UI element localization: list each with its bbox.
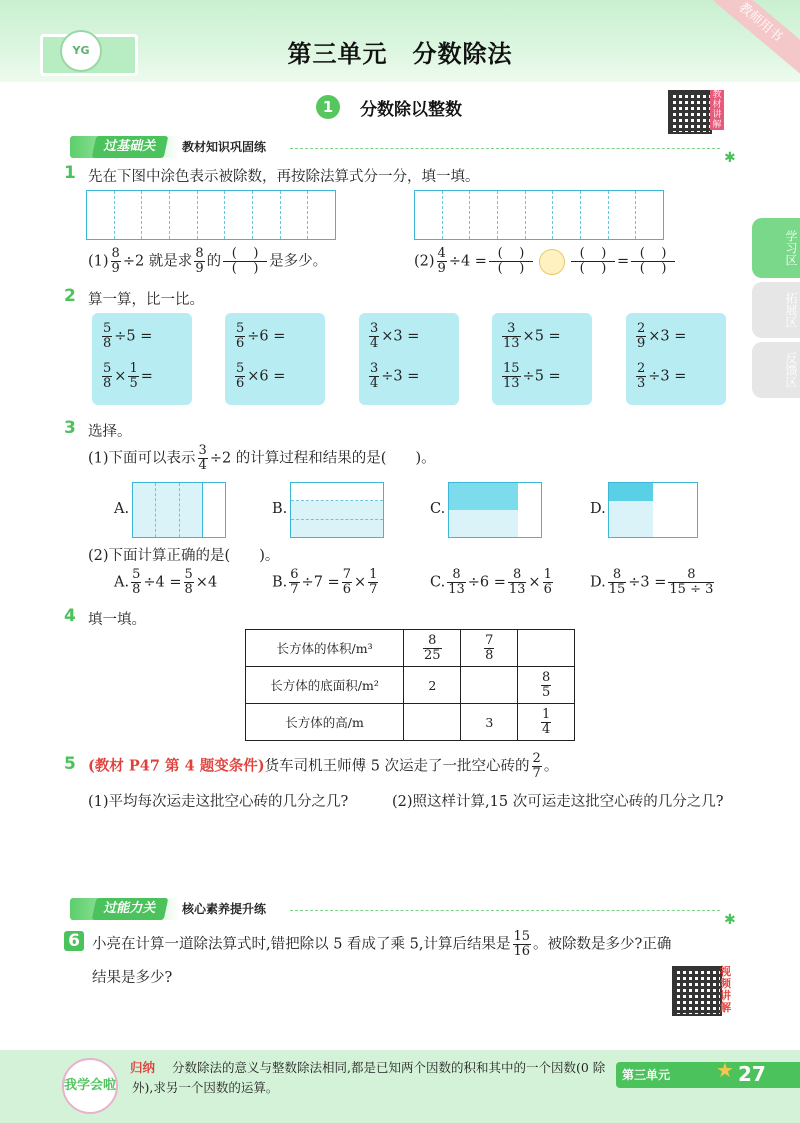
calc-line: $\frac{5}{8}$ × $\frac{1}{5}$ = [103, 361, 153, 391]
question-number: 3 [64, 418, 76, 438]
qr-code-icon[interactable] [668, 90, 712, 134]
star-icon: ✱ [724, 150, 736, 166]
calc-option-b[interactable]: B. $\frac{6}{7}$ ÷7 = $\frac{7}{6}$ × $\frac{1}{7}$ [272, 567, 378, 597]
question-text: 选择。 [88, 424, 132, 440]
option-figure-b[interactable] [290, 482, 384, 538]
star-icon: ★ [716, 1058, 734, 1082]
option-label-c[interactable]: C. [430, 501, 446, 517]
calc-line: $\frac{15}{13}$ ÷5 = [503, 361, 561, 391]
fraction: $\frac{8}{9}$ [195, 246, 204, 276]
unit-footer-label: 第三单元 [622, 1068, 671, 1082]
section-divider [290, 910, 720, 911]
question-text: 填一填。 [88, 612, 146, 628]
teacher-book-label: 教师用书 [698, 0, 800, 78]
answer-blank[interactable]: ( ) ( ) [489, 247, 533, 276]
question-number: 5 [64, 754, 76, 774]
source-note: (教材 P47 第 4 题变条件) [88, 757, 265, 775]
table-cell[interactable]: $\frac{8}{25}$ [404, 630, 461, 667]
qr-code-icon[interactable] [672, 966, 722, 1016]
calc-line: $\frac{2}{3}$ ÷3 = [637, 361, 687, 391]
summary-text: 分数除法的意义与整数除法相同,都是已知两个因数的积和其中的一个因数(0 除外),求另一个因数的运算。 [132, 1060, 606, 1095]
table-cell[interactable] [518, 630, 575, 667]
table-row [246, 630, 575, 667]
q5-part2: (2)照这样计算,15 次可运走这批空心砖的几分之几? [392, 794, 724, 810]
row-header: 长方体的体积/m³ [246, 630, 404, 667]
table-cell[interactable]: $\frac{7}{8}$ [461, 630, 518, 667]
fraction: $\frac{8}{9}$ [111, 246, 120, 276]
q1-part2: (2) $\frac{4}{9}$ ÷4 = ( ) ( ) ( ) ( ) = ( ) ( ) [414, 247, 677, 276]
calc-option-a[interactable]: A. $\frac{5}{8}$ ÷4 = $\frac{5}{8}$ ×4 [114, 567, 218, 597]
option-figure-a[interactable] [132, 482, 226, 538]
question-number: 2 [64, 286, 76, 306]
row-header: 长方体的高/m [246, 704, 404, 741]
question-text-cont: 结果是多少? [92, 970, 173, 986]
qr-label: 视频讲解 [720, 965, 731, 1014]
table-row [246, 704, 575, 741]
calc-line: $\frac{3}{4}$ ÷3 = [370, 361, 420, 391]
calc-line: $\frac{2}{9}$ ×3 = [637, 321, 687, 351]
table-cell[interactable]: $\frac{1}{4}$ [518, 704, 575, 741]
calc-option-c[interactable]: C. $\frac{8}{13}$ ÷6 = $\frac{8}{13}$ × $\frac{1}{6}$ [430, 567, 552, 597]
q3-part2: (2)下面计算正确的是( )。 [88, 548, 280, 564]
section-tag: 过基础关 [92, 136, 169, 158]
section-subtitle: 教材知识巩固练 [182, 140, 267, 154]
option-label-d[interactable]: D. [590, 501, 606, 517]
table-cell[interactable]: 2 [404, 667, 461, 704]
question-number: 4 [64, 606, 76, 626]
section-tag: 过能力关 [92, 898, 169, 920]
q1-part1: (1) $\frac{8}{9}$ ÷2 就是求 $\frac{8}{9}$ 的 ( ) ( ) 是多少。 [88, 246, 328, 276]
page-number: 27 [738, 1062, 766, 1086]
question-text: 算一算，比一比。 [88, 292, 204, 308]
calc-line: $\frac{5}{8}$ ÷5 = [103, 321, 153, 351]
star-icon: ✱ [724, 912, 736, 928]
operator-circle[interactable] [539, 249, 565, 275]
question-text: 先在下图中涂色表示被除数，再按除法算式分一分，填一填。 [88, 169, 480, 185]
option-figure-c[interactable] [448, 482, 542, 538]
question-number: 1 [64, 163, 76, 183]
option-label-a[interactable]: A. [114, 501, 130, 517]
qr-label: 教材讲解 [710, 90, 724, 130]
logo-star-icon: YG [60, 30, 102, 72]
section-subtitle: 核心素养提升练 [182, 902, 267, 916]
lesson-number-badge: 1 [316, 95, 340, 119]
fraction: $\frac{4}{9}$ [437, 246, 446, 276]
answer-blank[interactable]: ( ) ( ) [223, 247, 267, 276]
lesson-title: 分数除以整数 [360, 100, 462, 120]
table-row [246, 667, 575, 704]
answer-blank[interactable]: ( ) ( ) [631, 247, 675, 276]
table-cell[interactable]: $\frac{8}{5}$ [518, 667, 575, 704]
section-divider [290, 148, 720, 149]
table-cell[interactable] [404, 704, 461, 741]
question-text: 小亮在计算一道除法算式时,错把除以 5 看成了乘 5,计算后结果是 $\frac{15}{16}$ 。被除数是多少?正确 [92, 929, 672, 959]
learned-badge: 我学会啦 [62, 1058, 118, 1114]
calc-line: $\frac{5}{6}$ ×6 = [236, 361, 286, 391]
table-cell[interactable]: 3 [461, 704, 518, 741]
q3-part1: (1)下面可以表示 $\frac{3}{4}$ ÷2 的计算过程和结果的是( )。 [88, 443, 436, 473]
calc-line: $\frac{3}{13}$ ×5 = [503, 321, 561, 351]
summary-label: 归纳 [130, 1060, 156, 1075]
question-text: (教材 P47 第 4 题变条件)货车司机王师傅 5 次运走了一批空心砖的 $\frac{2}{7}$ 。 [88, 751, 559, 781]
fraction-bar-1[interactable] [86, 190, 336, 240]
question-number: 6 [64, 931, 84, 951]
fill-table [245, 629, 575, 741]
fraction-bar-2[interactable] [414, 190, 664, 240]
side-tab-extend[interactable]: 拓展区 [752, 282, 800, 338]
table-cell[interactable] [461, 667, 518, 704]
option-label-b[interactable]: B. [272, 501, 288, 517]
row-header: 长方体的底面积/m² [246, 667, 404, 704]
q5-part1: (1)平均每次运走这批空心砖的几分之几? [88, 794, 349, 810]
option-figure-d[interactable] [608, 482, 698, 538]
calc-option-d[interactable]: D. $\frac{8}{15}$ ÷3 = $\frac{8}{15 \div 3}$ [590, 567, 714, 597]
side-tab-feedback[interactable]: 反馈区 [752, 342, 800, 398]
answer-blank[interactable]: ( ) ( ) [571, 247, 615, 276]
calc-line: $\frac{3}{4}$ ×3 = [370, 321, 420, 351]
calc-line: $\frac{5}{6}$ ÷6 = [236, 321, 286, 351]
side-tab-study[interactable]: 学习区 [752, 218, 800, 278]
unit-title: 第三单元 分数除法 [287, 40, 513, 68]
